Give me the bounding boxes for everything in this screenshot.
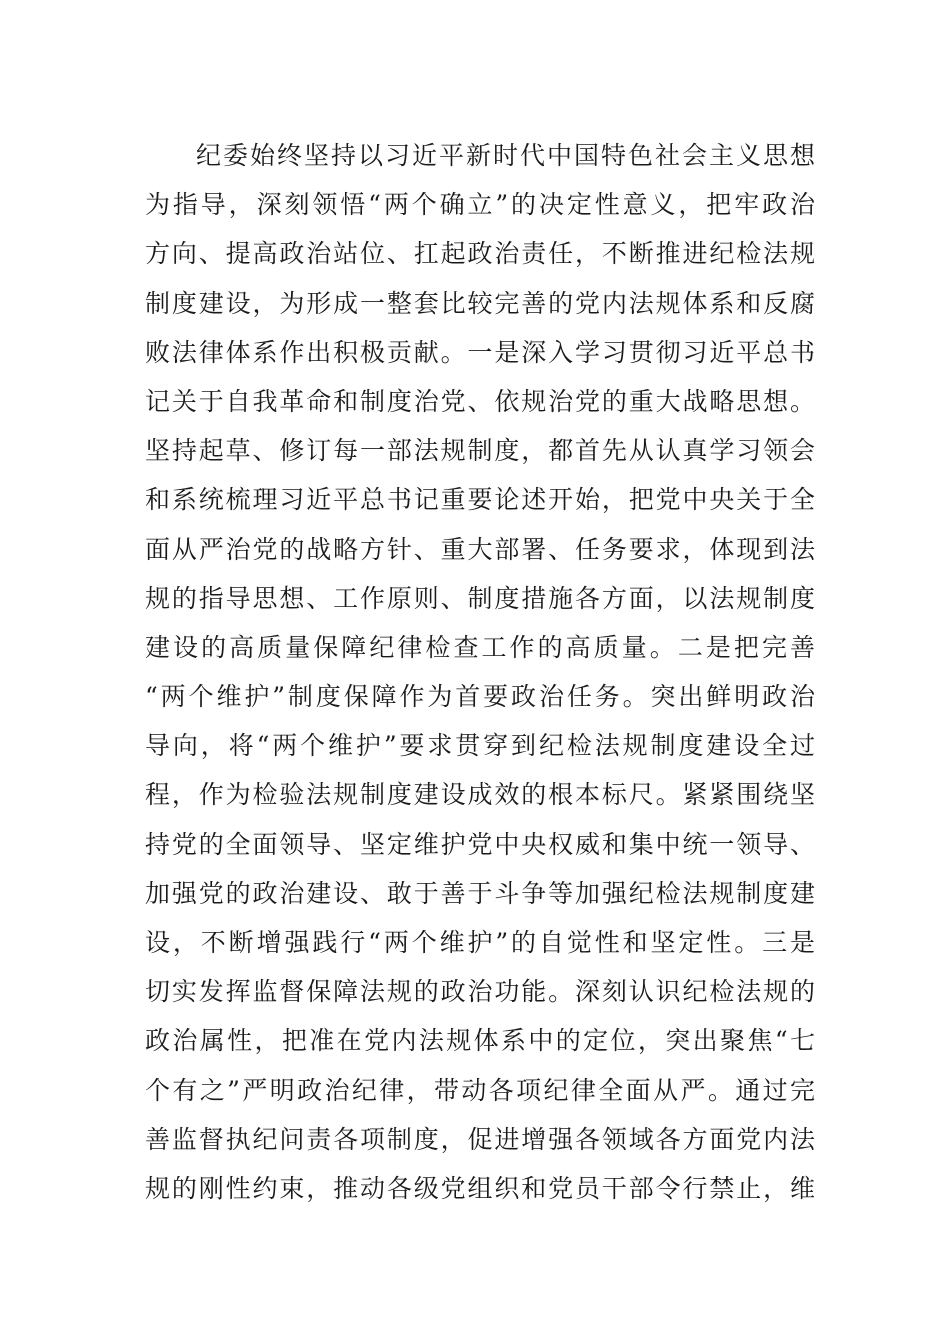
paragraph-line: 个有之”严明政治纪律，带动各项纪律全面从严。通过完 bbox=[145, 1075, 815, 1105]
body-paragraph bbox=[145, 131, 815, 1213]
paragraph-line: “两个维护”制度保障作为首要政治任务。突出鲜明政治 bbox=[145, 682, 815, 712]
paragraph-line: 政治属性，把准在党内法规体系中的定位，突出聚焦“七 bbox=[145, 1026, 815, 1056]
paragraph-line: 持党的全面领导、坚定维护党中央权威和集中统一领导、 bbox=[145, 829, 815, 859]
paragraph-line: 坚持起草、修订每一部法规制度，都首先从认真学习领会 bbox=[145, 436, 815, 466]
paragraph-line: 记关于自我革命和制度治党、依规治党的重大战略思想。 bbox=[145, 386, 815, 416]
paragraph-line: 和系统梳理习近平总书记重要论述开始，把党中央关于全 bbox=[145, 485, 815, 515]
paragraph-line: 善监督执纪问责各项制度，促进增强各领域各方面党内法 bbox=[145, 1124, 815, 1154]
paragraph-line: 程，作为检验法规制度建设成效的根本标尺。紧紧围绕坚 bbox=[145, 780, 815, 810]
paragraph-line: 导向，将“两个维护”要求贯穿到纪检法规制度建设全过 bbox=[145, 731, 815, 761]
paragraph-line: 方向、提高政治站位、扛起政治责任，不断推进纪检法规 bbox=[145, 239, 815, 269]
paragraph-line: 纪委始终坚持以习近平新时代中国特色社会主义思想 bbox=[196, 141, 815, 170]
paragraph-line: 加强党的政治建设、敢于善于斗争等加强纪检法规制度建 bbox=[145, 878, 815, 908]
paragraph-line: 设，不断增强践行“两个维护”的自觉性和坚定性。三是 bbox=[145, 928, 815, 957]
paragraph-line: 规的指导思想、工作原则、制度措施各方面，以法规制度 bbox=[145, 583, 815, 613]
paragraph-line: 面从严治党的战略方针、重大部署、任务要求，体现到法 bbox=[145, 534, 815, 564]
paragraph-line: 败法律体系作出积极贡献。一是深入学习贯彻习近平总书 bbox=[145, 337, 815, 367]
paragraph-line: 制度建设，为形成一整套比较完善的党内法规体系和反腐 bbox=[145, 288, 815, 318]
paragraph-line: 规的刚性约束，推动各级党组织和党员干部令行禁止，维 bbox=[145, 1173, 815, 1203]
paragraph-line: 建设的高质量保障纪律检查工作的高质量。二是把完善 bbox=[145, 632, 815, 662]
paragraph-line: 切实发挥监督保障法规的政治功能。深刻认识纪检法规的 bbox=[145, 977, 815, 1007]
paragraph-line: 为指导，深刻领悟“两个确立”的决定性意义，把牢政治 bbox=[145, 190, 815, 220]
